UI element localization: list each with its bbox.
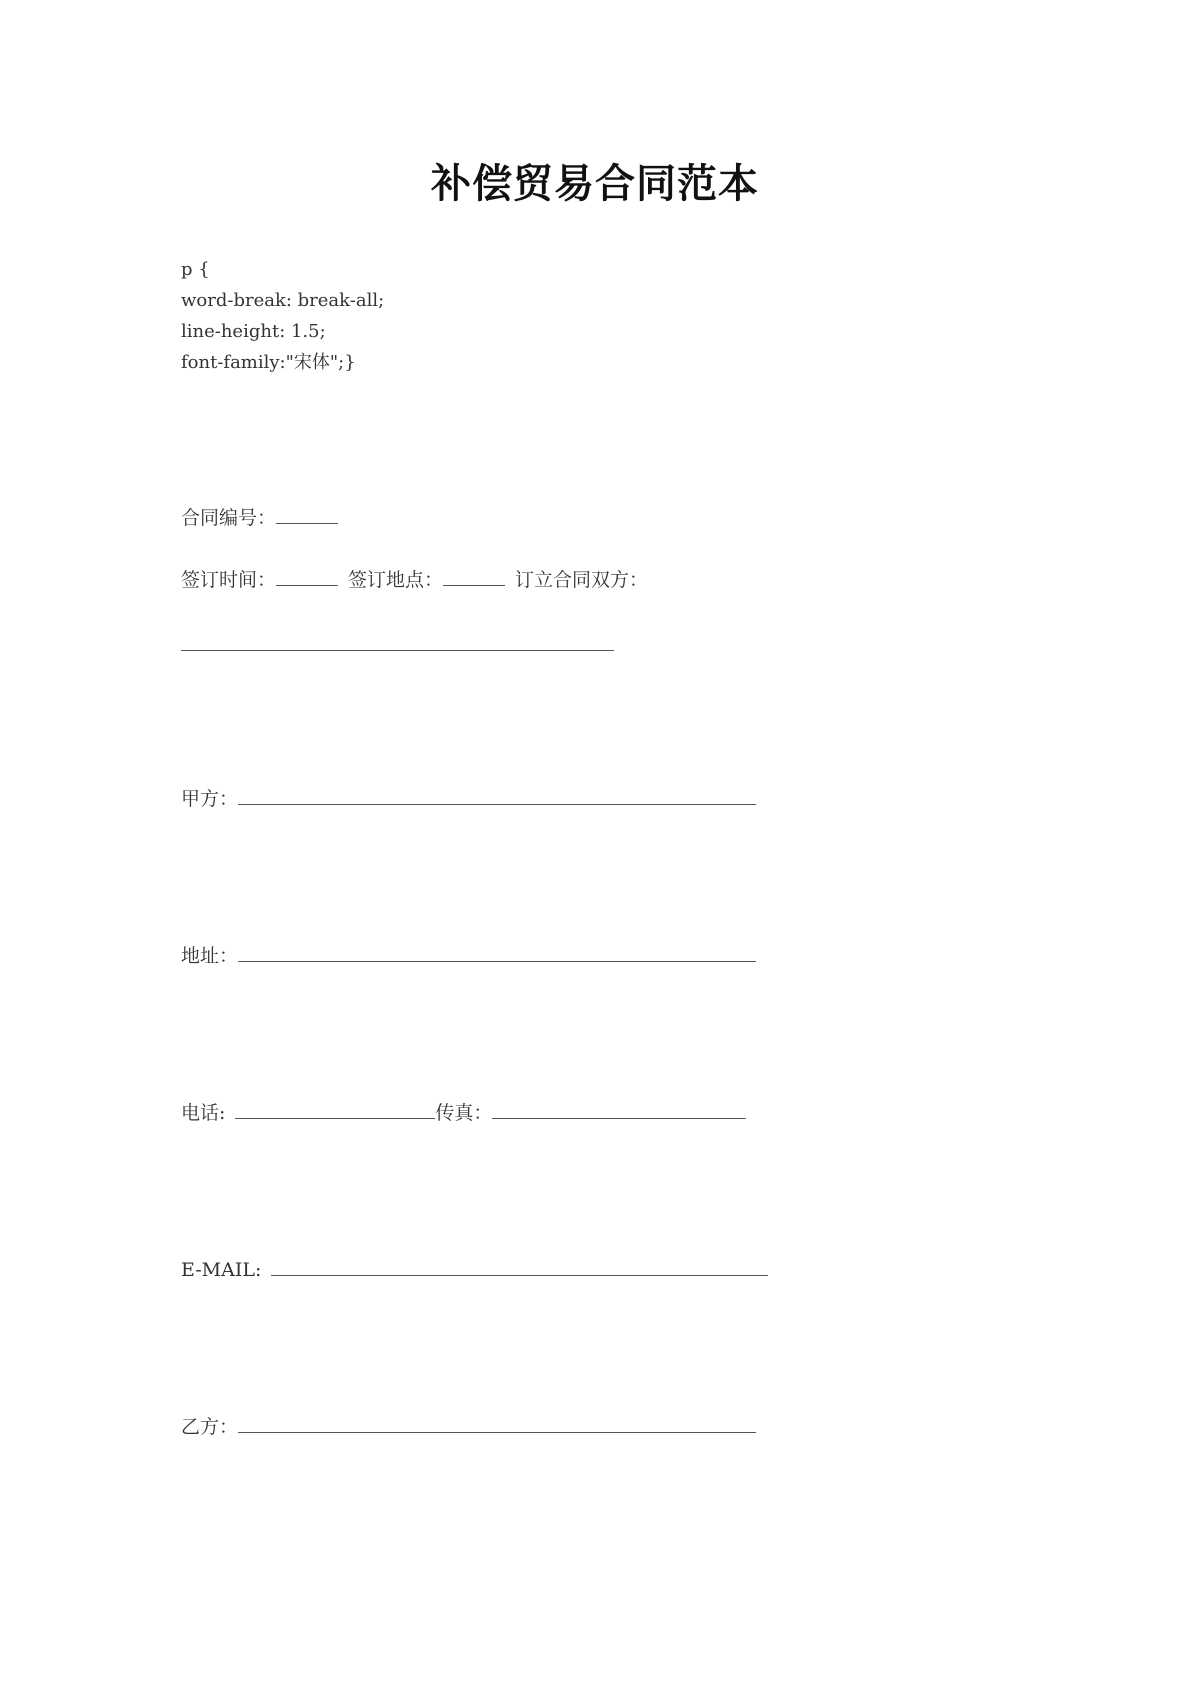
party-a-label: 甲方：	[181, 788, 239, 810]
parties-label: 订立合同双方：	[515, 569, 649, 591]
address-blank[interactable]	[238, 943, 756, 962]
sign-time-label: 签订时间：	[181, 569, 277, 591]
contract-number-blank[interactable]	[276, 505, 338, 524]
parties-blank-row	[181, 632, 614, 657]
address-row	[181, 943, 756, 968]
party-a-row	[181, 786, 756, 811]
css-line-2: word-break: break-all;	[181, 290, 385, 311]
address-label: 地址：	[181, 945, 239, 967]
css-line-1: p {	[181, 259, 210, 280]
party-a-blank[interactable]	[238, 786, 756, 805]
party-b-row	[181, 1414, 756, 1439]
party-b-label: 乙方：	[181, 1416, 239, 1438]
css-line-4: font-family:"宋体";}	[181, 352, 356, 373]
contract-number-label: 合同编号：	[181, 507, 277, 529]
party-b-blank[interactable]	[238, 1414, 756, 1433]
fax-label: 传真：	[435, 1102, 493, 1124]
sign-place-label: 签订地点：	[348, 569, 444, 591]
parties-blank[interactable]	[181, 632, 614, 651]
email-label: E-MAIL:	[181, 1259, 262, 1281]
phone-label: 电话:	[181, 1102, 226, 1124]
sign-place-blank[interactable]	[443, 567, 505, 586]
phone-fax-row	[181, 1100, 746, 1125]
fax-blank[interactable]	[492, 1100, 746, 1119]
phone-blank[interactable]	[235, 1100, 435, 1119]
contract-number-row	[181, 505, 338, 530]
email-blank[interactable]	[271, 1257, 768, 1276]
email-row	[181, 1257, 768, 1282]
css-line-3: line-height: 1.5;	[181, 321, 326, 342]
document-title: 补偿贸易合同范本	[431, 160, 759, 207]
sign-time-blank[interactable]	[276, 567, 338, 586]
signing-info-row	[181, 567, 648, 592]
stray-css-text	[181, 254, 384, 378]
